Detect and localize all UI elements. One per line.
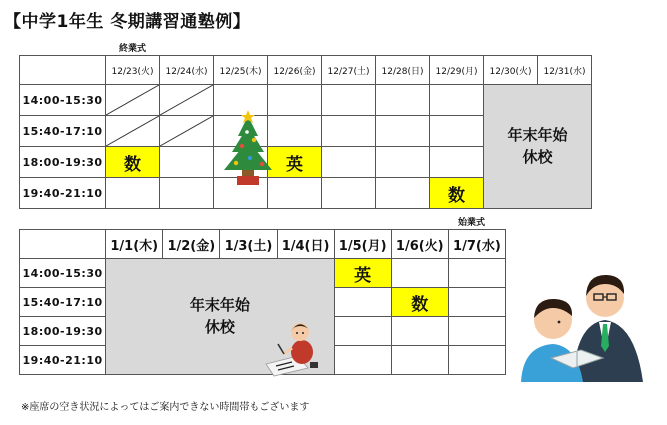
unavailable-cell (160, 85, 214, 116)
schedule-cell (322, 147, 376, 178)
table-header-row (20, 56, 592, 85)
table-row (20, 85, 592, 116)
schedule-cell (448, 317, 505, 346)
schedule-cell (448, 346, 505, 375)
date-header: 12/26(金) (268, 56, 322, 85)
schedule-cell (322, 116, 376, 147)
schedule-cell (391, 317, 448, 346)
table-row (20, 259, 506, 288)
schedule-cell (430, 85, 484, 116)
time-slot-label: 14:00-15:30 (20, 259, 106, 288)
schedule-cell (322, 85, 376, 116)
date-header: 12/30(火) (484, 56, 538, 85)
schedule-cell (160, 147, 214, 178)
schedule-cell (322, 178, 376, 209)
date-header: 12/27(土) (322, 56, 376, 85)
time-slot-label: 15:40-17:10 (20, 288, 106, 317)
time-slot-label: 18:00-19:30 (20, 317, 106, 346)
time-slot-label: 18:00-19:30 (20, 147, 106, 178)
unavailable-cell (106, 116, 160, 147)
schedule-cell (430, 147, 484, 178)
teacher-student-illustration (517, 254, 647, 384)
table-header-row (20, 230, 506, 259)
english-class-cell: 英 (334, 259, 391, 288)
schedule-cell (448, 259, 505, 288)
date-header: 12/31(水) (538, 56, 592, 85)
schedule-cell (376, 116, 430, 147)
date-header: 1/1(木) (106, 230, 163, 259)
math-class-cell: 数 (106, 147, 160, 178)
time-slot-label: 14:00-15:30 (20, 85, 106, 116)
date-header: 12/23(火) (106, 56, 160, 85)
seat-availability-note: ※座席の空き状況によってはご案内できない時間帯もございます (21, 402, 310, 413)
date-header: 1/3(土) (220, 230, 277, 259)
header-corner-cell (20, 230, 106, 259)
unavailable-cell (106, 85, 160, 116)
date-header: 1/2(金) (163, 230, 220, 259)
date-header: 12/24(水) (160, 56, 214, 85)
page-title: 【中学1年生 冬期講習通塾例】 (4, 12, 251, 32)
schedule-cell (376, 147, 430, 178)
schedule-cell (160, 178, 214, 209)
date-header: 12/28(日) (376, 56, 430, 85)
schedule-cell (334, 288, 391, 317)
schedule-cell (376, 85, 430, 116)
time-slot-label: 15:40-17:10 (20, 116, 106, 147)
schedule-cell (376, 178, 430, 209)
date-header: 1/4(日) (277, 230, 334, 259)
closed-label-line2: 休校 (204, 317, 235, 336)
closed-label-line1: 年末年始 (507, 125, 568, 144)
date-header: 1/6(火) (391, 230, 448, 259)
schedule-cell (106, 178, 160, 209)
christmas-tree-icon (220, 110, 276, 188)
schedule-cell (334, 346, 391, 375)
girl-calligraphy-illustration (262, 318, 322, 378)
closed-label-line2: 休校 (522, 147, 553, 166)
unavailable-cell (160, 116, 214, 147)
schedule-cell (430, 116, 484, 147)
year-end-closed-cell (484, 85, 592, 209)
date-header: 1/7(水) (448, 230, 505, 259)
opening-ceremony-label: 始業式 (458, 218, 486, 228)
schedule-cell (391, 346, 448, 375)
date-header: 1/5(月) (334, 230, 391, 259)
time-slot-label: 19:40-21:10 (20, 346, 106, 375)
header-corner-cell (20, 56, 106, 85)
english-class-cell: 英 (268, 147, 322, 178)
closed-label-line1: 年末年始 (189, 295, 250, 314)
closing-ceremony-label: 終業式 (119, 44, 147, 54)
schedule-cell (391, 259, 448, 288)
schedule-cell (448, 288, 505, 317)
december-schedule-table (19, 55, 592, 209)
time-slot-label: 19:40-21:10 (20, 178, 106, 209)
date-header: 12/25(木) (214, 56, 268, 85)
math-class-cell: 数 (391, 288, 448, 317)
math-class-cell: 数 (430, 178, 484, 209)
date-header: 12/29(月) (430, 56, 484, 85)
schedule-cell (334, 317, 391, 346)
